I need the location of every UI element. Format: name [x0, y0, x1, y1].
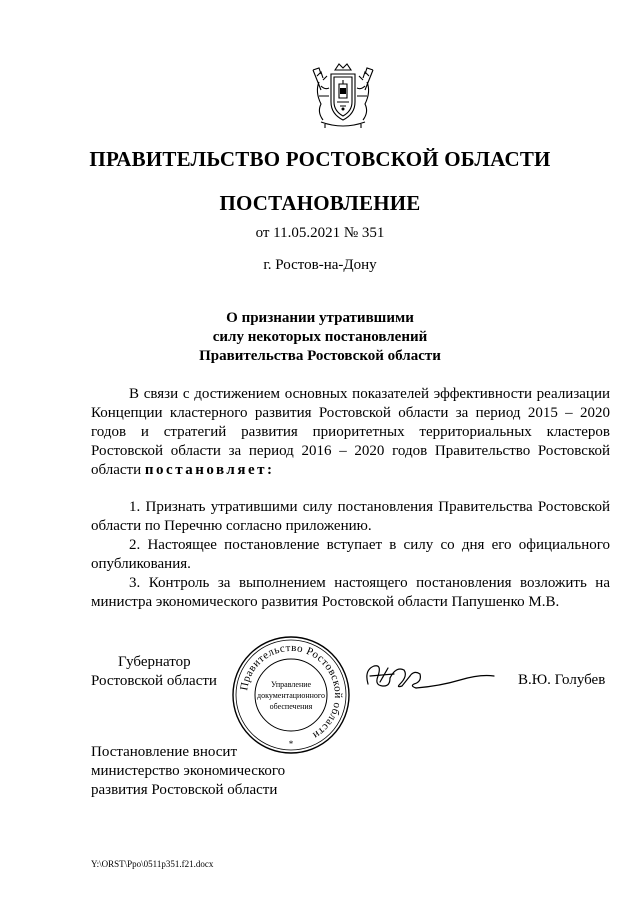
document-date-number: от 11.05.2021 № 351: [255, 225, 385, 241]
svg-text:Управление: Управление: [270, 680, 312, 689]
document-subject: [0, 309, 640, 366]
preamble-text: В связи с достижением основных показателей эффективности реализации Концепции кластерного развития Ростовской области за период 2015 – 2020 годов и стратегий развития приоритетных территориальных кластеров Ростовской области за период 2016 – 2020 годов Правительство Ростовской области: [91, 386, 610, 478]
coat-of-arms-icon: [311, 62, 375, 130]
svg-text:Правительство Ростовской облас: Правительство Ростовской области: [238, 641, 345, 742]
subject-line: Правительства Ростовской области: [199, 348, 441, 364]
file-path: Y:\ORST\Ppo\0511p351.f21.docx: [91, 859, 214, 869]
governor-title: [91, 653, 231, 691]
decree-item: 2. Настоящее постановление вступает в силу со дня его официального опубликования.: [91, 537, 610, 572]
introduced-by-line: развития Ростовской области: [91, 782, 278, 798]
governor-name: В.Ю. Голубев: [518, 672, 606, 688]
governor-title-line: Губернатор: [118, 654, 191, 670]
introduced-by-line: Постановление вносит: [91, 744, 238, 760]
governor-title-line: Ростовской области: [91, 673, 217, 689]
decree-word: постановляет:: [144, 462, 275, 478]
official-seal-icon: [229, 633, 353, 757]
decree-item: 1. Признать утратившими силу постановления Правительства Ростовской области по Перечню согласно приложению.: [91, 499, 610, 534]
svg-text:документационного: документационного: [257, 691, 325, 700]
decree-item: 3. Контроль за выполнением настоящего постановления возложить на министра экономического развития Ростовской области Папушенко М.В.: [91, 575, 610, 610]
document-type: ПОСТАНОВЛЕНИЕ: [219, 191, 421, 215]
introduced-by: [91, 743, 285, 800]
subject-line: О признании утратившими: [226, 310, 414, 326]
organization-title: ПРАВИТЕЛЬСТВО РОСТОВСКОЙ ОБЛАСТИ: [89, 147, 551, 171]
document-city: г. Ростов-на-Дону: [263, 257, 377, 273]
svg-text:*: *: [288, 739, 294, 749]
preamble-paragraph: [91, 385, 610, 480]
introduced-by-line: министерство экономического: [91, 763, 286, 779]
handwritten-signature-icon: [360, 656, 500, 696]
svg-text:обеспечения: обеспечения: [269, 702, 313, 711]
subject-line: силу некоторых постановлений: [212, 329, 428, 345]
